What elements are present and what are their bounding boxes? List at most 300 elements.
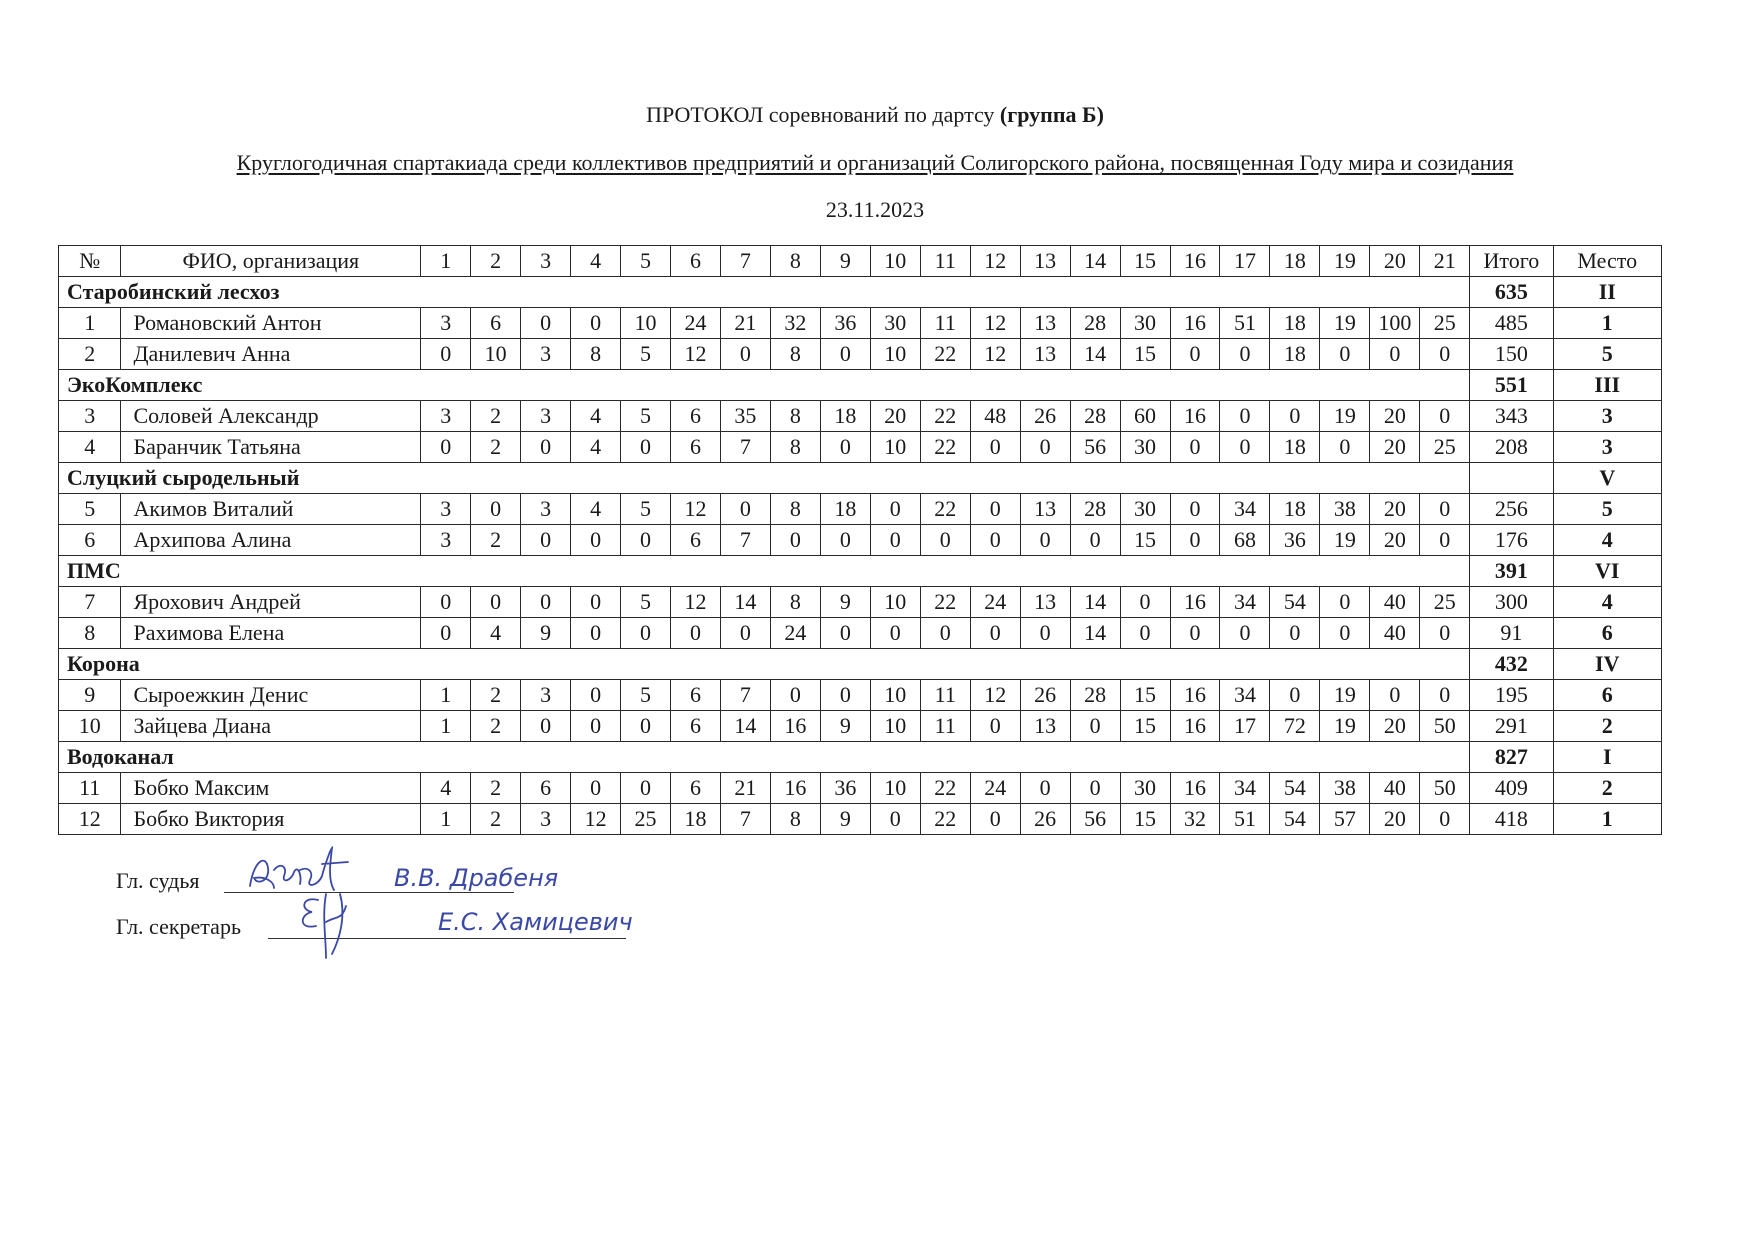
- round-score: 28: [1070, 494, 1120, 525]
- round-score: 0: [421, 339, 471, 370]
- round-score: 7: [720, 804, 770, 835]
- player-row: [59, 711, 1662, 742]
- round-score: 19: [1320, 525, 1370, 556]
- round-score: 54: [1270, 773, 1320, 804]
- round-score: 20: [1370, 494, 1420, 525]
- header-round: 4: [571, 246, 621, 277]
- round-score: 0: [621, 525, 671, 556]
- header-number: №: [59, 246, 121, 277]
- round-score: 9: [521, 618, 571, 649]
- round-score: 4: [421, 773, 471, 804]
- round-score: 19: [1320, 401, 1370, 432]
- round-score: 22: [920, 587, 970, 618]
- round-score: 0: [920, 525, 970, 556]
- round-score: 0: [1270, 680, 1320, 711]
- round-score: 18: [1270, 432, 1320, 463]
- round-score: 2: [471, 432, 521, 463]
- group-total: 635: [1470, 277, 1553, 308]
- player-number: 6: [59, 525, 121, 556]
- round-score: 3: [521, 804, 571, 835]
- player-number: 11: [59, 773, 121, 804]
- round-score: 0: [421, 587, 471, 618]
- header-round: 16: [1170, 246, 1220, 277]
- round-score: 0: [1420, 339, 1470, 370]
- table-body: [59, 277, 1662, 835]
- header-round: 17: [1220, 246, 1270, 277]
- player-number: 3: [59, 401, 121, 432]
- header-round: 20: [1370, 246, 1420, 277]
- round-score: 0: [720, 618, 770, 649]
- round-score: 14: [720, 711, 770, 742]
- round-score: 24: [970, 587, 1020, 618]
- round-score: 0: [1420, 804, 1470, 835]
- player-name: Архипова Алина: [121, 525, 421, 556]
- player-place: 2: [1553, 773, 1661, 804]
- player-name: Бобко Виктория: [121, 804, 421, 835]
- round-score: 5: [621, 587, 671, 618]
- round-score: 3: [421, 401, 471, 432]
- round-score: 54: [1270, 804, 1320, 835]
- group-row: [59, 556, 1662, 587]
- round-score: 12: [970, 680, 1020, 711]
- round-score: 8: [770, 401, 820, 432]
- round-score: 6: [521, 773, 571, 804]
- player-total: 485: [1470, 308, 1553, 339]
- player-name: Соловей Александр: [121, 401, 421, 432]
- player-place: 1: [1553, 804, 1661, 835]
- round-score: 0: [1320, 587, 1370, 618]
- round-score: 8: [770, 339, 820, 370]
- header-name: ФИО, организация: [121, 246, 421, 277]
- round-score: 19: [1320, 711, 1370, 742]
- player-number: 12: [59, 804, 121, 835]
- round-score: 6: [671, 401, 721, 432]
- round-score: 0: [521, 432, 571, 463]
- round-score: 0: [1070, 525, 1120, 556]
- player-place: 6: [1553, 618, 1661, 649]
- group-total: 551: [1470, 370, 1553, 401]
- round-score: 22: [920, 773, 970, 804]
- round-score: 4: [571, 432, 621, 463]
- header-round: 13: [1020, 246, 1070, 277]
- player-row: [59, 339, 1662, 370]
- group-total: 391: [1470, 556, 1553, 587]
- round-score: 2: [471, 680, 521, 711]
- round-score: 0: [1220, 401, 1270, 432]
- round-score: 0: [1170, 525, 1220, 556]
- group-row: [59, 742, 1662, 773]
- group-row: [59, 370, 1662, 401]
- player-name: Акимов Виталий: [121, 494, 421, 525]
- round-score: 8: [770, 432, 820, 463]
- round-score: 0: [720, 494, 770, 525]
- round-score: 0: [471, 587, 521, 618]
- round-score: 3: [521, 680, 571, 711]
- round-score: 0: [421, 432, 471, 463]
- round-score: 0: [1170, 494, 1220, 525]
- round-score: 0: [621, 432, 671, 463]
- round-score: 14: [720, 587, 770, 618]
- round-score: 3: [421, 525, 471, 556]
- round-score: 12: [970, 308, 1020, 339]
- round-score: 30: [1120, 432, 1170, 463]
- round-score: 0: [820, 525, 870, 556]
- player-place: 4: [1553, 525, 1661, 556]
- round-score: 0: [571, 618, 621, 649]
- title-main: ПРОТОКОЛ соревнований по дартсу: [646, 102, 995, 127]
- round-score: 5: [621, 339, 671, 370]
- round-score: 0: [1420, 618, 1470, 649]
- player-total: 176: [1470, 525, 1553, 556]
- player-total: 409: [1470, 773, 1553, 804]
- round-score: 0: [1220, 339, 1270, 370]
- round-score: 0: [770, 525, 820, 556]
- round-score: 18: [1270, 308, 1320, 339]
- round-score: 6: [671, 432, 721, 463]
- round-score: 60: [1120, 401, 1170, 432]
- group-row: [59, 463, 1662, 494]
- round-score: 0: [671, 618, 721, 649]
- round-score: 51: [1220, 804, 1270, 835]
- round-score: 40: [1370, 587, 1420, 618]
- round-score: 0: [970, 494, 1020, 525]
- round-score: 0: [820, 432, 870, 463]
- round-score: 2: [471, 401, 521, 432]
- round-score: 0: [471, 494, 521, 525]
- round-score: 6: [471, 308, 521, 339]
- group-total: 432: [1470, 649, 1553, 680]
- round-score: 30: [1120, 308, 1170, 339]
- round-score: 0: [1420, 525, 1470, 556]
- round-score: 0: [770, 680, 820, 711]
- header-round: 5: [621, 246, 671, 277]
- player-place: 5: [1553, 339, 1661, 370]
- round-score: 24: [770, 618, 820, 649]
- round-score: 0: [1320, 339, 1370, 370]
- round-score: 0: [920, 618, 970, 649]
- round-score: 0: [1020, 773, 1070, 804]
- group-name: ЭкоКомплекс: [59, 370, 1470, 401]
- round-score: 4: [571, 401, 621, 432]
- player-place: 3: [1553, 401, 1661, 432]
- round-score: 50: [1420, 773, 1470, 804]
- round-score: 2: [471, 804, 521, 835]
- secretary-name: Е.С. Хамицевич: [438, 908, 633, 936]
- player-total: 291: [1470, 711, 1553, 742]
- round-score: 11: [920, 308, 970, 339]
- round-score: 26: [1020, 680, 1070, 711]
- player-row: [59, 525, 1662, 556]
- round-score: 6: [671, 711, 721, 742]
- round-score: 0: [421, 618, 471, 649]
- player-number: 8: [59, 618, 121, 649]
- round-score: 6: [671, 773, 721, 804]
- header-place: Место: [1553, 246, 1661, 277]
- round-score: 1: [421, 711, 471, 742]
- round-score: 0: [970, 525, 1020, 556]
- round-score: 0: [870, 494, 920, 525]
- header-round: 3: [521, 246, 571, 277]
- round-score: 30: [1120, 494, 1170, 525]
- player-number: 4: [59, 432, 121, 463]
- round-score: 8: [770, 494, 820, 525]
- round-score: 14: [1070, 618, 1120, 649]
- player-total: 343: [1470, 401, 1553, 432]
- round-score: 3: [421, 308, 471, 339]
- round-score: 9: [820, 804, 870, 835]
- round-score: 0: [1270, 618, 1320, 649]
- round-score: 36: [820, 773, 870, 804]
- group-place: VI: [1553, 556, 1661, 587]
- round-score: 13: [1020, 711, 1070, 742]
- group-name: Слуцкий сыродельный: [59, 463, 1470, 494]
- round-score: 9: [820, 587, 870, 618]
- header-round: 11: [920, 246, 970, 277]
- round-score: 8: [770, 587, 820, 618]
- secretary-signature-mark: [292, 886, 382, 962]
- round-score: 10: [471, 339, 521, 370]
- round-score: 57: [1320, 804, 1370, 835]
- round-score: 0: [1120, 618, 1170, 649]
- round-score: 8: [770, 804, 820, 835]
- round-score: 0: [1320, 618, 1370, 649]
- round-score: 21: [720, 773, 770, 804]
- group-place: V: [1553, 463, 1661, 494]
- round-score: 28: [1070, 401, 1120, 432]
- player-row: [59, 432, 1662, 463]
- round-score: 26: [1020, 401, 1070, 432]
- round-score: 0: [1170, 339, 1220, 370]
- round-score: 40: [1370, 618, 1420, 649]
- round-score: 25: [1420, 432, 1470, 463]
- round-score: 0: [571, 587, 621, 618]
- round-score: 13: [1020, 308, 1070, 339]
- round-score: 12: [671, 339, 721, 370]
- round-score: 28: [1070, 308, 1120, 339]
- round-score: 0: [820, 339, 870, 370]
- round-score: 5: [621, 401, 671, 432]
- round-score: 34: [1220, 587, 1270, 618]
- round-score: 16: [1170, 587, 1220, 618]
- group-name: Корона: [59, 649, 1470, 680]
- round-score: 16: [1170, 680, 1220, 711]
- player-row: [59, 494, 1662, 525]
- header-round: 9: [820, 246, 870, 277]
- player-total: 150: [1470, 339, 1553, 370]
- round-score: 24: [671, 308, 721, 339]
- round-score: 22: [920, 339, 970, 370]
- round-score: 26: [1020, 804, 1070, 835]
- round-score: 0: [571, 308, 621, 339]
- round-score: 51: [1220, 308, 1270, 339]
- round-score: 40: [1370, 773, 1420, 804]
- header-round: 1: [421, 246, 471, 277]
- round-score: 14: [1070, 339, 1120, 370]
- round-score: 20: [1370, 525, 1420, 556]
- round-score: 5: [621, 494, 671, 525]
- round-score: 20: [1370, 401, 1420, 432]
- round-score: 0: [970, 711, 1020, 742]
- round-score: 56: [1070, 432, 1120, 463]
- round-score: 34: [1220, 494, 1270, 525]
- round-score: 10: [870, 773, 920, 804]
- round-score: 0: [1170, 432, 1220, 463]
- round-score: 0: [571, 773, 621, 804]
- group-place: I: [1553, 742, 1661, 773]
- document-title: [0, 102, 1750, 128]
- round-score: 16: [1170, 711, 1220, 742]
- player-place: 3: [1553, 432, 1661, 463]
- header-round: 15: [1120, 246, 1170, 277]
- round-score: 10: [870, 339, 920, 370]
- round-score: 0: [1020, 432, 1070, 463]
- player-total: 256: [1470, 494, 1553, 525]
- round-score: 36: [820, 308, 870, 339]
- round-score: 48: [970, 401, 1020, 432]
- round-score: 10: [870, 711, 920, 742]
- header-round: 6: [671, 246, 721, 277]
- round-score: 19: [1320, 680, 1370, 711]
- round-score: 3: [521, 339, 571, 370]
- player-total: 208: [1470, 432, 1553, 463]
- round-score: 18: [1270, 494, 1320, 525]
- judge-name: В.В. Драбеня: [394, 864, 559, 892]
- round-score: 54: [1270, 587, 1320, 618]
- round-score: 16: [1170, 308, 1220, 339]
- round-score: 0: [970, 432, 1020, 463]
- round-score: 20: [1370, 804, 1420, 835]
- round-score: 6: [671, 680, 721, 711]
- player-row: [59, 804, 1662, 835]
- round-score: 36: [1270, 525, 1320, 556]
- player-number: 1: [59, 308, 121, 339]
- round-score: 7: [720, 432, 770, 463]
- round-score: 0: [970, 804, 1020, 835]
- round-score: 28: [1070, 680, 1120, 711]
- round-score: 56: [1070, 804, 1120, 835]
- round-score: 15: [1120, 680, 1170, 711]
- round-score: 1: [421, 680, 471, 711]
- round-score: 3: [521, 401, 571, 432]
- round-score: 0: [870, 804, 920, 835]
- round-score: 12: [970, 339, 1020, 370]
- round-score: 3: [521, 494, 571, 525]
- player-name: Романовский Антон: [121, 308, 421, 339]
- round-score: 10: [870, 680, 920, 711]
- round-score: 11: [920, 711, 970, 742]
- round-score: 0: [1120, 587, 1170, 618]
- player-name: Сыроежкин Денис: [121, 680, 421, 711]
- round-score: 34: [1220, 680, 1270, 711]
- title-group: (группа Б): [999, 102, 1104, 127]
- round-score: 15: [1120, 804, 1170, 835]
- header-round: 14: [1070, 246, 1120, 277]
- round-score: 3: [421, 494, 471, 525]
- header-round: 21: [1420, 246, 1470, 277]
- round-score: 10: [870, 587, 920, 618]
- round-score: 0: [1170, 618, 1220, 649]
- round-score: 0: [621, 773, 671, 804]
- round-score: 18: [1270, 339, 1320, 370]
- player-total: 418: [1470, 804, 1553, 835]
- round-score: 0: [521, 711, 571, 742]
- round-score: 18: [671, 804, 721, 835]
- round-score: 0: [571, 711, 621, 742]
- player-number: 7: [59, 587, 121, 618]
- round-score: 0: [571, 525, 621, 556]
- player-place: 4: [1553, 587, 1661, 618]
- group-row: [59, 649, 1662, 680]
- header-round: 18: [1270, 246, 1320, 277]
- round-score: 13: [1020, 339, 1070, 370]
- round-score: 0: [621, 618, 671, 649]
- player-number: 9: [59, 680, 121, 711]
- round-score: 0: [1020, 618, 1070, 649]
- round-score: 15: [1120, 525, 1170, 556]
- round-score: 30: [870, 308, 920, 339]
- header-round: 12: [970, 246, 1020, 277]
- round-score: 21: [720, 308, 770, 339]
- round-score: 5: [621, 680, 671, 711]
- round-score: 15: [1120, 339, 1170, 370]
- player-row: [59, 618, 1662, 649]
- round-score: 22: [920, 432, 970, 463]
- round-score: 18: [820, 494, 870, 525]
- round-score: 6: [671, 525, 721, 556]
- round-score: 0: [521, 587, 571, 618]
- round-score: 2: [471, 711, 521, 742]
- round-score: 0: [970, 618, 1020, 649]
- round-score: 0: [870, 525, 920, 556]
- round-score: 12: [571, 804, 621, 835]
- round-score: 11: [920, 680, 970, 711]
- round-score: 0: [621, 711, 671, 742]
- round-score: 38: [1320, 494, 1370, 525]
- header-round: 2: [471, 246, 521, 277]
- round-score: 25: [621, 804, 671, 835]
- round-score: 10: [621, 308, 671, 339]
- player-place: 2: [1553, 711, 1661, 742]
- player-name: Зайцева Диана: [121, 711, 421, 742]
- round-score: 10: [870, 432, 920, 463]
- round-score: 0: [820, 680, 870, 711]
- round-score: 0: [1070, 773, 1120, 804]
- round-score: 14: [1070, 587, 1120, 618]
- player-row: [59, 308, 1662, 339]
- round-score: 16: [1170, 401, 1220, 432]
- round-score: 30: [1120, 773, 1170, 804]
- round-score: 0: [1020, 525, 1070, 556]
- player-total: 91: [1470, 618, 1553, 649]
- group-name: Старобинский лесхоз: [59, 277, 1470, 308]
- player-name: Баранчик Татьяна: [121, 432, 421, 463]
- group-total: 827: [1470, 742, 1553, 773]
- player-place: 5: [1553, 494, 1661, 525]
- player-name: Рахимова Елена: [121, 618, 421, 649]
- secretary-label: Гл. секретарь: [116, 914, 241, 939]
- round-score: 20: [1370, 711, 1420, 742]
- round-score: 18: [820, 401, 870, 432]
- document-date: 23.11.2023: [825, 197, 925, 222]
- player-total: 300: [1470, 587, 1553, 618]
- round-score: 0: [1420, 680, 1470, 711]
- round-score: 0: [720, 339, 770, 370]
- round-score: 16: [1170, 773, 1220, 804]
- round-score: 22: [920, 401, 970, 432]
- round-score: 25: [1420, 587, 1470, 618]
- round-score: 0: [1370, 680, 1420, 711]
- round-score: 20: [870, 401, 920, 432]
